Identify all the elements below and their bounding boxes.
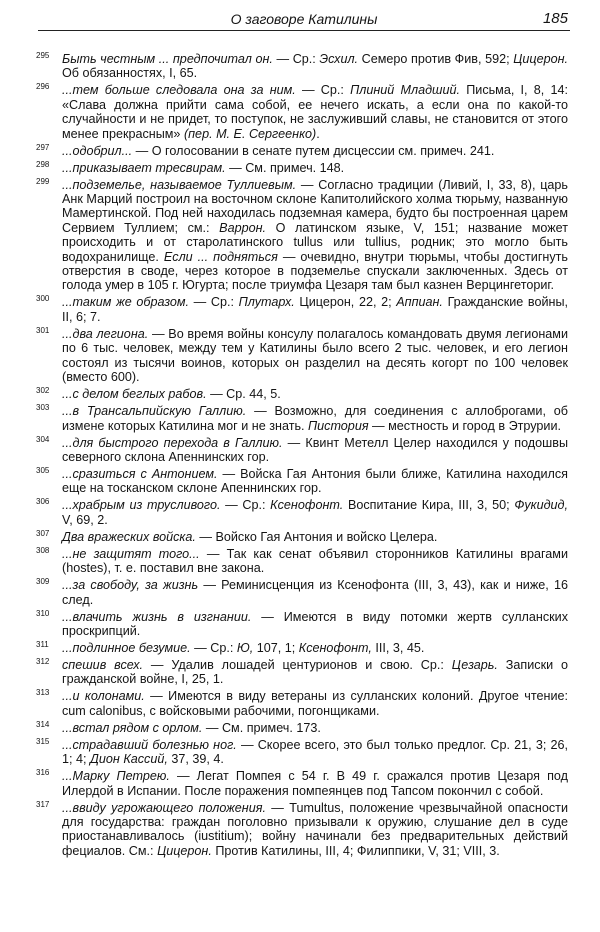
endnote-lemma: Два вражеских войска. <box>62 529 196 544</box>
endnote-lemma: Ксенофонт. <box>270 498 344 513</box>
endnote <box>36 387 568 401</box>
endnote-text: — Согласно традиции (Ливий, I, 33, 8), царь Анк Марций построил на восточном склоне Капитолийского холма тюрьму, названную Мамертинской. Под ней находилась подземная камера, будто бы построенная царем Сервием Туллием; см.: <box>62 177 568 235</box>
endnote-lemma: ...с делом беглых рабов. <box>62 387 207 402</box>
endnote-lemma: ...в Трансальпийскую Галлию. <box>62 404 247 419</box>
endnote-text: — Возможно, для соединения с аллоброгами, об измене которых Катилина мог и не знать. <box>62 404 568 433</box>
endnote-text: — См. примеч. 173. <box>202 720 321 735</box>
endnote <box>36 547 568 576</box>
endnote-number: 296 <box>36 82 50 92</box>
endnote-text: — Реминисценция из Ксенофонта (III, 3, 43), как и ниже, 16 след. <box>62 578 568 607</box>
endnote-lemma: ...ввиду угрожающего положения. <box>62 800 266 815</box>
endnote-number: 295 <box>36 51 50 60</box>
endnote-lemma: ...и колонами. <box>62 689 145 704</box>
endnote-text: — Так как сенат объявил сторонников Катилины врагами (hostes), т. е. поставил вне закона. <box>62 546 568 576</box>
endnote-text: . <box>316 126 320 141</box>
endnote-text: — О голосовании в сенате путем дисцессии см. примеч. 241. <box>132 143 495 158</box>
endnote-lemma: Цицерон. <box>157 843 212 858</box>
endnote-number: 305 <box>36 465 50 475</box>
endnote-text: 37, 39, 4. <box>167 752 224 767</box>
endnote-lemma: (пер. М. Е. Сергеенко) <box>183 126 317 141</box>
endnote <box>36 641 568 655</box>
endnote-number: 317 <box>36 799 50 809</box>
endnote-number: 314 <box>36 719 50 729</box>
endnote-lemma: Плутарх. <box>238 295 295 310</box>
endnote-number: 311 <box>36 639 49 649</box>
endnote <box>36 52 568 81</box>
endnote-text: — Войско Гая Антония и войско Целера. <box>195 529 438 544</box>
endnote-text: — Ср.: <box>190 640 237 655</box>
page-header <box>38 8 570 31</box>
endnote <box>36 769 568 798</box>
endnote-lemma: ...таким же образом. <box>62 295 190 310</box>
endnote <box>36 578 568 607</box>
endnote <box>36 738 568 767</box>
endnote-lemma: ...одобрил... <box>62 143 133 158</box>
endnote <box>36 295 568 324</box>
endnote <box>36 178 568 293</box>
endnote-number: 297 <box>36 142 50 152</box>
endnote-lemma: ...влачить жизнь в изгнании. <box>62 609 252 624</box>
endnote <box>36 467 568 496</box>
endnote-text: — Ср.: <box>272 52 320 66</box>
endnote-number: 303 <box>36 403 50 413</box>
endnote-number: 302 <box>36 386 50 396</box>
endnote-text: — Tumultus, положение чрезвычайной опасности для государства: граждан поголовно призывали к оружию, слушание дел в суде приостанавливалось (iustitium); войну начинали без предварительных действий фециалов. См.: <box>62 800 568 858</box>
endnote <box>36 721 568 735</box>
endnote-text: Гражданские войны, II, 6; 7. <box>62 295 568 324</box>
endnote-lemma: ...не защитят того... <box>62 546 200 561</box>
endnote <box>36 436 568 465</box>
endnote-text: — Ср.: <box>189 295 239 310</box>
endnote-lemma: Варрон. <box>219 220 267 235</box>
endnote <box>36 658 568 687</box>
endnote-lemma: ...сразиться с Антонием. <box>62 466 218 481</box>
endnote-text: Записки о гражданской войне, I, 25, 1. <box>62 657 568 687</box>
endnote-text: — Во время войны консулу полагалось командовать двумя легионами по 6 тыс. человек, между тем у Катилины было всего 2 тыс. человек, и его легион состоял из тысячи воинов, которых он разделил на десять когорт по 100 человек (вместо 600). <box>62 326 568 385</box>
endnote-lemma: ...храбрым из трусливого. <box>62 498 221 513</box>
endnote-number: 298 <box>36 159 50 169</box>
endnote-lemma: Быть честным ... предпочитал он. <box>62 52 273 66</box>
endnote-number: 306 <box>36 497 50 507</box>
endnote-number: 301 <box>36 325 50 335</box>
endnote-lemma: ...подземелье, называемое Туллиевым. <box>62 177 297 192</box>
endnote <box>36 161 568 175</box>
endnote-text: Письма, I, 8, 14: «Слава должна прийти сама собой, ее нечего искать, а если она по какой-то случайности и не придет, то поступок, не заслуживший славы, не становится от этого менее прекрасным» <box>62 83 568 141</box>
endnote <box>36 689 568 718</box>
endnote-text: О латинском языке, V, 151; название может происходить и от старолатинского tullus или tullius, родник; это могло быть водохранилище. <box>62 220 568 264</box>
endnote-lemma: Пистория <box>308 418 369 433</box>
endnote <box>36 498 568 527</box>
endnote-text: V, 69, 2. <box>62 512 108 527</box>
endnote-number: 304 <box>36 434 50 444</box>
endnote-number: 310 <box>36 608 50 618</box>
endnote-number: 313 <box>36 688 50 698</box>
endnote-lemma: Эсхил. <box>319 52 359 66</box>
endnote-text: — Имеются в виду потомки жертв сулланских проскрипций. <box>62 609 568 638</box>
endnotes-list <box>36 52 568 861</box>
endnote-lemma: ...страдавший болезнью ног. <box>62 737 237 752</box>
endnote-lemma: ...два легиона. <box>62 326 149 341</box>
endnote-number: 307 <box>36 528 50 538</box>
endnote-text: Об обязанностях, I, 65. <box>62 66 198 81</box>
endnote-lemma: Цезарь. <box>451 657 498 672</box>
endnote-text: Семеро против Фив, 592; <box>358 52 514 66</box>
endnote-number: 299 <box>36 176 50 186</box>
endnote-lemma: ...встал рядом с орлом. <box>62 720 203 735</box>
endnote-text: Воспитание Кира, III, 3, 50; <box>343 498 515 513</box>
endnote-text: Против Катилины, III, 4; Филиппики, V, 31; VIII, 3. <box>211 843 500 858</box>
endnote-text: III, 3, 45. <box>371 640 425 655</box>
endnote <box>36 83 568 141</box>
page-number: 185 <box>542 10 568 27</box>
endnote-lemma: Плиний Младший. <box>350 83 461 98</box>
endnote-lemma: ...тем больше следовала она за ним. <box>62 83 296 98</box>
endnote-text: — Скорее всего, это был только предлог. Ср. 21, 3; 26, 1; 4; <box>62 737 568 767</box>
endnote-text: — Ср. 44, 5. <box>206 387 281 402</box>
endnote-text: — Ср.: <box>220 498 271 513</box>
endnote <box>36 144 568 158</box>
endnote-lemma: ...подлинное безумие. <box>62 640 191 655</box>
running-title: О заговоре Катилины <box>230 11 378 27</box>
endnote <box>36 530 568 544</box>
endnote-lemma: Аппиан. <box>396 295 443 310</box>
endnote-lemma: Фукидид, <box>514 498 569 513</box>
endnote-lemma: Ю, <box>236 640 254 655</box>
endnote-lemma: Цицерон. <box>513 52 569 66</box>
endnote-text: — Удалив лошадей центурионов и свою. Ср.: <box>142 657 452 672</box>
endnote-text: — Ср.: <box>295 83 351 98</box>
endnote-number: 300 <box>36 294 50 304</box>
endnote <box>36 610 568 639</box>
endnote-number: 315 <box>36 736 50 746</box>
endnote-lemma: ...приказывает тресвирам. <box>62 160 226 175</box>
endnote-text: — Квинт Метелл Целер находился у подошвы северного склона Апеннинских гор. <box>62 435 568 464</box>
endnote <box>36 801 568 859</box>
endnote <box>36 327 568 385</box>
endnote-number: 316 <box>36 768 50 778</box>
endnote-text: — Легат Помпея с 54 г. В 49 г. сражался против Цезаря под Илердой в Испании. После поражения помпеянцев под Тапсом покончил с собой. <box>62 769 568 798</box>
endnote-text: — местность и город в Этрурии. <box>368 418 561 433</box>
endnote-lemma: Дион Кассий, <box>90 752 168 767</box>
endnote-number: 309 <box>36 577 50 587</box>
endnote-text: 107, 1; <box>253 640 299 655</box>
endnote-number: 308 <box>36 545 50 555</box>
endnote-text: — Войска Гая Антония были ближе, Катилина находился еще на тосканском склоне Апеннинских гор. <box>62 466 568 496</box>
endnote-text: — См. примеч. 148. <box>225 160 345 175</box>
endnote-lemma: Если ... подняться <box>163 249 278 264</box>
endnote-number: 312 <box>36 656 50 666</box>
endnote <box>36 404 568 433</box>
endnote-lemma: ...за свободу, за жизнь <box>62 578 199 593</box>
endnote-text: Цицерон, 22, 2; <box>294 295 397 310</box>
endnote-lemma: ...Марку Петрею. <box>62 769 170 784</box>
endnote-lemma: спешив всех. <box>62 657 143 672</box>
endnote-text: — Имеются в виду ветераны из сулланских колоний. Другое чтение: cum calonibus, с войсковыми рабочими, погонщиками. <box>62 689 568 718</box>
endnote-lemma: Ксенофонт, <box>298 640 372 655</box>
endnote-text: — очевидно, внутри тюрьмы, чтобы достигнуть отверстия в своде, через которое в подземелье спускали заключенных. Здесь от голода умер в 105 г. Югурта; после триумфа Цезаря там был казнен Верцингеториг. <box>62 249 568 293</box>
endnote-lemma: ...для быстрого перехода в Галлию. <box>62 435 283 450</box>
